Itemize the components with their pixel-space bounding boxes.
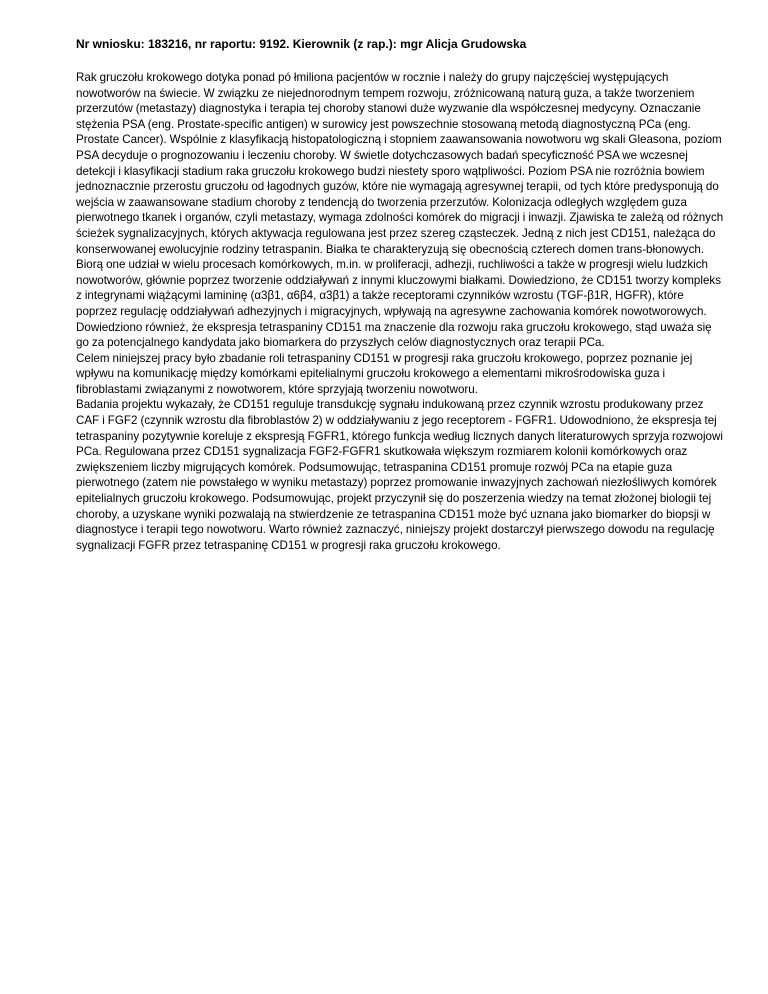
abstract-paragraph-aim: Celem niniejszej pracy było zbadanie roli tetraspaniny CD151 w progresji raka gruczołu krokowego, poprzez poznanie jej wpływu na komunikację między komórkami epitelialnymi gruczołu krokowego a elementami mikrośrodowiska guza i fibroblastami związanymi z nowotworem, które sprzyjają tworzeniu nowotworu. <box>76 351 693 396</box>
abstract-paragraph-results: Badania projektu wykazały, że CD151 reguluje transdukcję sygnału indukowaną przez czynnik wzrostu produkowany przez CAF i FGF2 (czynnik wzrostu dla fibroblastów 2) w oddziaływaniu z jego receptorem - FGFR1. Udowodniono, że ekspresja tej tetraspaniny pozytywnie koreluje z ekspresją FGFR1, którego funkcja według licznych danych literaturowych sprzyja rozwojowi PCa. Regulowana przez CD151 sygnalizacja FGF2-FGFR1 skutkowała większym rozmiarem kolonii komórkowych oraz zwiększeniem liczby migrujących komórek. Podsumowując, tetraspanina CD151 promuje rozwój PCa na etapie guza pierwotnego (zatem nie powstałego w wyniku metastazy) poprzez promowanie inwazyjnych zachowań niezłośliwych komórek epitelialnych gruczołu krokowego. Podsumowując, projekt przyczynił się do poszerzenia wiedzy na temat złożonej biologii tej choroby, a uzyskane wyniki pozwalają na stwierdzenie ze tetraspanina CD151 może być uznana jako biomarker do biopsji w diagnostyce i terapii tego nowotworu. Warto również zaznaczyć, niniejszy projekt dostarczył pierwszego dowodu na regulację sygnalizacji FGFR przez tetraspaninę CD151 w progresji raka gruczołu krokowego. <box>76 398 723 552</box>
report-page <box>76 36 726 553</box>
abstract-body <box>76 70 726 553</box>
report-header: Nr wniosku: 183216, nr raportu: 9192. Kierownik (z rap.): mgr Alicja Grudowska <box>76 37 527 51</box>
abstract-paragraph-intro: Rak gruczołu krokowego dotyka ponad pó łmiliona pacjentów w rocznie i należy do grupy najczęściej występujących nowotworów na świecie. W związku ze niejednorodnym tempem rozwoju, zróżnicowaną naturą guza, a także tworzeniem przerzutów (metastazy) diagnostyka i terapia tej choroby stanowi duże wyzwanie dla współczesnej medycyny. Oznaczanie stężenia PSA (eng. Prostate-specific antigen) w surowicy jest powszechnie stosowaną metodą diagnostyczną PCa (eng. Prostate Cancer). Wspólnie z klasyfikacją histopatologiczną i stopniem zaawansowania nowotworu wg skali Gleasona, poziom PSA decyduje o prognozowaniu i leczeniu choroby. W świetle dotychczasowych badań specyficzność PSA we wczesnej detekcji i klasyfikacji stadium raka gruczołu krokowego budzi niestety sporo wątpliwości. Poziom PSA nie rozróżnia bowiem jednoznacznie przerostu gruczołu od łagodnych guzów, które nie wymagają agresywnej terapii, od tych które predysponują do wejścia w zaawansowane stadium choroby z tendencją do tworzenia przerzutów. Kolonizacja odległych względem guza pierwotnego tkanek i organów, czyli metastazy, wymaga zdolności komórek do migracji i inwazji. Zjawiska te zależą od różnych ścieżek sygnalizacyjnych, których aktywacja regulowana jest przez szereg cząsteczek. Jedną z nich jest CD151, należąca do konserwowanej ewolucyjnie rodziny tetraspanin. Białka te charakteryzują się obecnością czterech domen trans-błonowych. Biorą one udział w wielu procesach komórkowych, m.in. w proliferacji, adhezji, ruchliwości a także w progresji wielu ludzkich nowotworów, głównie poprzez tworzenie oddziaływań z innymi kluczowymi białkami. Dowiedziono, że CD151 tworzy kompleks z integrynami wiążącymi lamininę (α3β1, α6β4, α3β1) a także receptorami czynników wzrostu (TGF-β1R, HGFR), które poprzez regulację oddziaływań adhezyjnych i migracyjnych, wpływają na agresywne zachowania komórek nowotworowych. Dowiedziono również, że ekspresja tetraspaniny CD151 ma znaczenie dla rozwoju raka gruczołu krokowego, stąd uważa się go za potencjalnego kandydata jako biomarkera do przyszłych celów diagnostycznych oraz terapii PCa. <box>76 71 724 350</box>
